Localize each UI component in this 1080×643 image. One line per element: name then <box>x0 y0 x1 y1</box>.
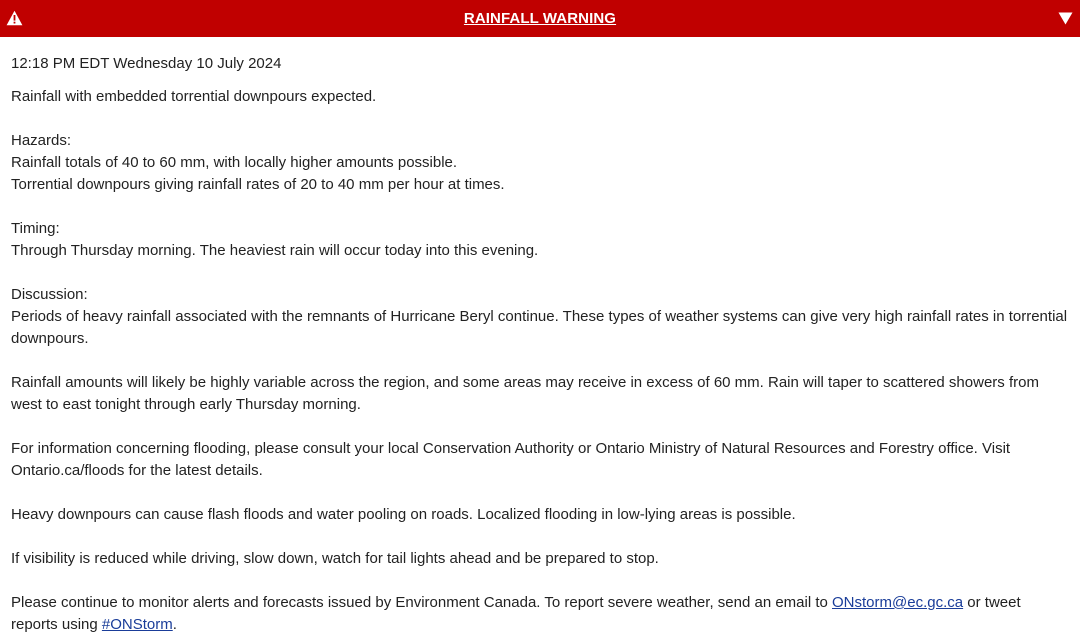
discussion-text: Periods of heavy rainfall associated with the remnants of Hurricane Beryl continue. These types of weather systems can give very high rainfall rates in torrential downpours. <box>11 308 1068 347</box>
closing-paragraph <box>11 592 1069 636</box>
hazard-line: Rainfall totals of 40 to 60 mm, with locally higher amounts possible. <box>11 154 458 171</box>
alert-timestamp: 12:18 PM EDT Wednesday 10 July 2024 <box>11 55 282 72</box>
timing-heading: Timing: <box>11 220 60 237</box>
discussion-paragraph: For information concerning flooding, please consult your local Conservation Authority or Ontario Ministry of Natural Resources and Forestry office. Visit Ontario.ca/floods for the latest details. <box>11 440 1011 479</box>
alert-body <box>0 53 1080 636</box>
discussion-paragraph: If visibility is reduced while driving, slow down, watch for tail lights ahead and be prepared to stop. <box>11 550 659 567</box>
warning-triangle-icon <box>6 10 23 26</box>
discussion-paragraph: Rainfall amounts will likely be highly variable across the region, and some areas may receive in excess of 60 mm. Rain will taper to scattered showers from west to east tonight through early Thursday morning. <box>11 374 1039 413</box>
alert-banner[interactable] <box>0 0 1080 37</box>
alert-summary: Rainfall with embedded torrential downpours expected. <box>11 88 377 105</box>
discussion-heading: Discussion: <box>11 286 88 303</box>
closing-text: Please continue to monitor alerts and forecasts issued by Environment Canada. To report severe weather, send an email to <box>11 594 833 611</box>
timing-text: Through Thursday morning. The heaviest rain will occur today into this evening. <box>11 242 539 259</box>
hazards-heading: Hazards: <box>11 132 72 149</box>
closing-text: . <box>172 616 177 633</box>
discussion-section <box>11 284 1069 350</box>
triangle-down-icon[interactable] <box>1058 12 1073 25</box>
banner-title[interactable]: RAINFALL WARNING <box>463 10 617 27</box>
timing-section <box>11 218 1069 262</box>
discussion-paragraph: Heavy downpours can cause flash floods and water pooling on roads. Localized flooding in low-lying areas is possible. <box>11 506 796 523</box>
email-link[interactable]: ONstorm@ec.gc.ca <box>832 594 964 611</box>
closing-text: or tweet reports using <box>11 594 1021 633</box>
hazard-line: Torrential downpours giving rainfall rates of 20 to 40 mm per hour at times. <box>11 176 505 193</box>
hashtag-link[interactable]: #ONStorm <box>101 616 173 633</box>
hazards-section <box>11 130 1069 196</box>
